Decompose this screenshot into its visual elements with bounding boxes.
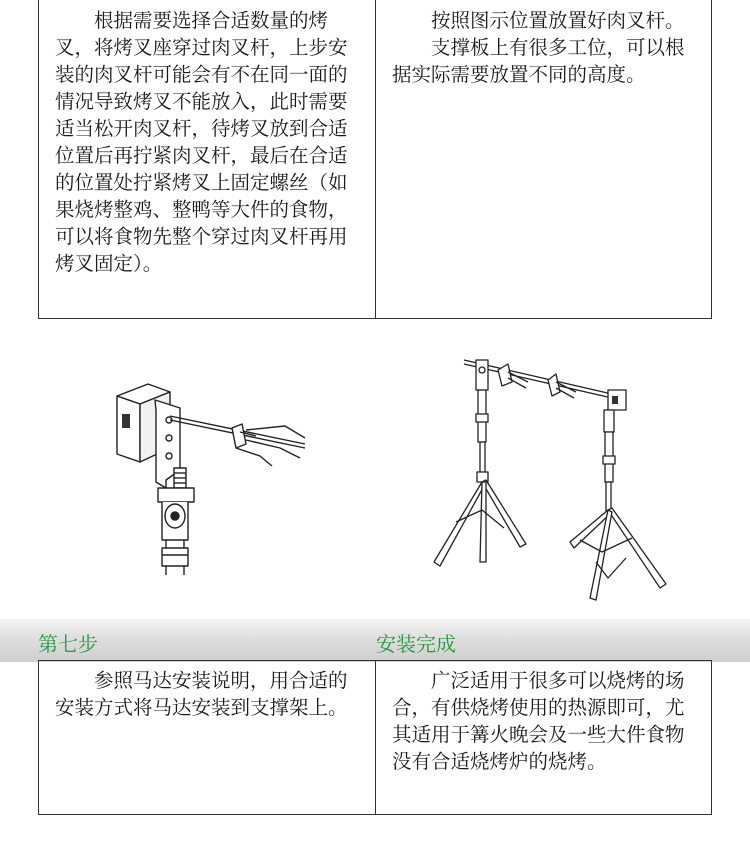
installation-complete-title: 安装完成 <box>376 632 456 656</box>
motor-bracket-with-fork-icon <box>100 370 320 580</box>
step-header-band <box>0 619 750 662</box>
instruction-box-top-left <box>38 0 376 319</box>
instruction-box-bottom-right <box>375 660 712 815</box>
instruction-text: 参照马达安装说明，用合适的安装方式将马达安装到支撑架上。 <box>55 669 348 719</box>
tripod-rotisserie-stand-icon <box>420 352 675 608</box>
instruction-box-top-right <box>375 0 712 319</box>
instruction-box-bottom-left <box>38 660 376 815</box>
instruction-text: 按照图示位置放置好肉叉杆。 <box>431 9 685 32</box>
instruction-text: 根据需要选择合适数量的烤叉，将烤叉座穿过肉叉杆，上步安装的肉叉杆可能会有不在同一面的情况导致烤叉不能放入，此时需要适当松开肉叉杆，待烤叉放到合适位置后再拧紧肉叉杆，最后在合适的位置处拧紧烤叉上固定螺丝（如果烧烤整鸡、整鸭等大件的食物，可以将食物先整个穿过肉叉杆再用烤叉固定）。 <box>55 9 348 275</box>
instruction-text: 支撑板上有很多工位，可以根据实际需要放置不同的高度。 <box>392 36 685 86</box>
step-seven-title: 第七步 <box>38 632 98 656</box>
instruction-text: 广泛适用于很多可以烧烤的场合，有供烧烤使用的热源即可，尤其适用于篝火晚会及一些大件食物没有合适烧烤炉的烧烤。 <box>392 669 685 773</box>
